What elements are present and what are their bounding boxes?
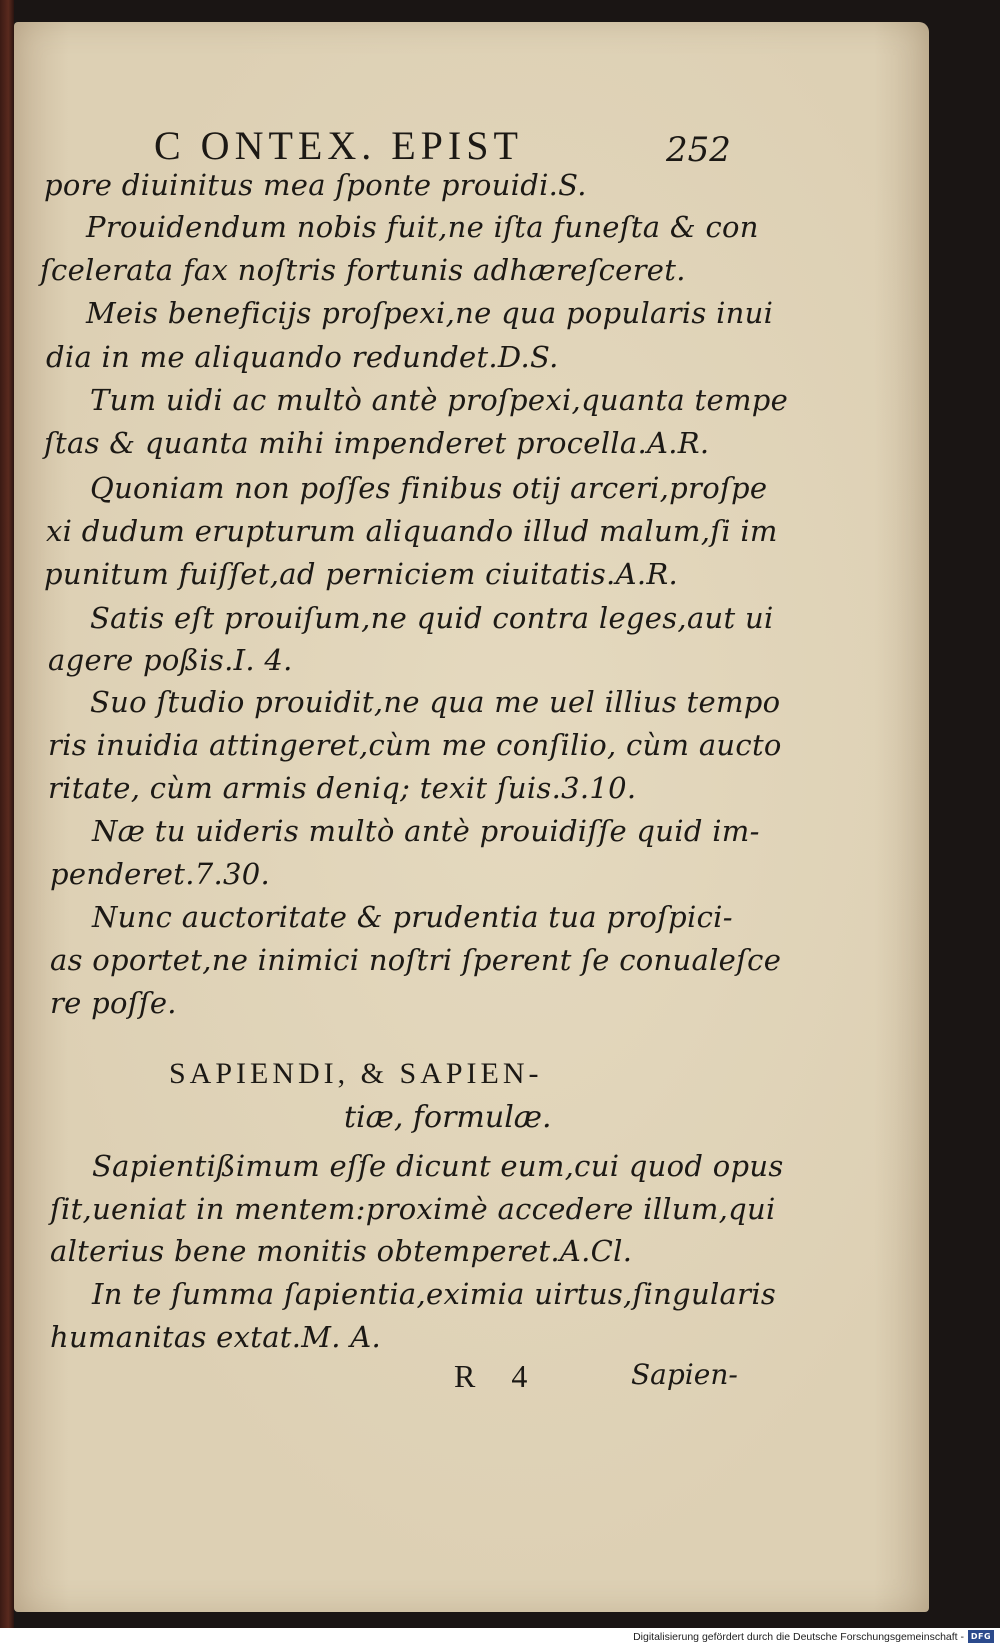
body-line: Tum uidi ac multò antè proſpexi,quanta tempe: [90, 383, 789, 417]
body-line: ſit,ueniat in mentem:proximè accedere illum,qui: [50, 1192, 776, 1226]
book-spine: [0, 0, 14, 1628]
body-line: agere poßis.I. 4.: [48, 643, 293, 677]
body-line: re poſſe.: [50, 986, 177, 1020]
body-line: xi dudum erupturum aliquando illud malum,ſi im: [46, 514, 778, 548]
page-number: 252: [666, 130, 731, 170]
body-line: Meis beneficijs proſpexi,ne qua popularis inui: [86, 296, 774, 330]
running-title: C ONTEX. EPIST: [154, 123, 523, 168]
body-line: Prouidendum nobis fuit,ne iſta funeſta & con: [86, 210, 759, 244]
catchword: Sapien-: [631, 1358, 738, 1391]
section-heading-continued: tiæ, formulæ.: [344, 1100, 552, 1135]
body-line: penderet.7.30.: [50, 857, 271, 891]
body-line: humanitas extat.M. A.: [50, 1320, 382, 1354]
body-line: Satis eſt prouiſum,ne quid contra leges,aut ui: [90, 601, 774, 635]
body-line: Nunc auctoritate & prudentia tua proſpici-: [92, 900, 733, 934]
section-heading: SAPIENDI, & SAPIEN-: [169, 1057, 543, 1090]
body-line: ris inuidia attingeret,cùm me conſilio, cùm aucto: [48, 728, 782, 762]
body-line: Quoniam non poſſes finibus otij arceri,proſpe: [90, 471, 768, 505]
body-line: Næ tu uideris multò antè prouidiſſe quid im-: [92, 814, 760, 848]
body-line: Sapientißimum eſſe dicunt eum,cui quod opus: [92, 1149, 784, 1183]
digitization-credit: Digitalisierung gefördert durch die Deutsche Forschungsgemeinschaft -: [633, 1631, 964, 1643]
body-line: ſtas & quanta mihi impenderet procella.A.R.: [44, 426, 710, 460]
body-line: dia in me aliquando redundet.D.S.: [46, 340, 559, 374]
body-line: pore diuinitus mea ſponte prouidi.S.: [44, 168, 587, 202]
body-line: as oportet,ne inimici noſtri ſperent ſe conualeſce: [50, 943, 782, 977]
body-line: ſcelerata fax noſtris fortunis adhæreſceret.: [40, 253, 686, 287]
dfg-logo: DFG: [968, 1630, 994, 1643]
body-line: In te ſumma ſapientia,eximia uirtus,ſingularis: [92, 1277, 777, 1311]
body-line: ritate, cùm armis deniq; texit ſuis.3.10.: [48, 771, 637, 805]
book-page: [14, 22, 929, 1612]
body-line: Suo ſtudio prouidit,ne qua me uel illius tempo: [90, 685, 781, 719]
signature-mark: R 4: [454, 1358, 542, 1394]
body-line: punitum fuiſſet,ad perniciem ciuitatis.A.R.: [44, 557, 678, 591]
body-line: alterius bene monitis obtemperet.A.Cl.: [50, 1234, 633, 1268]
